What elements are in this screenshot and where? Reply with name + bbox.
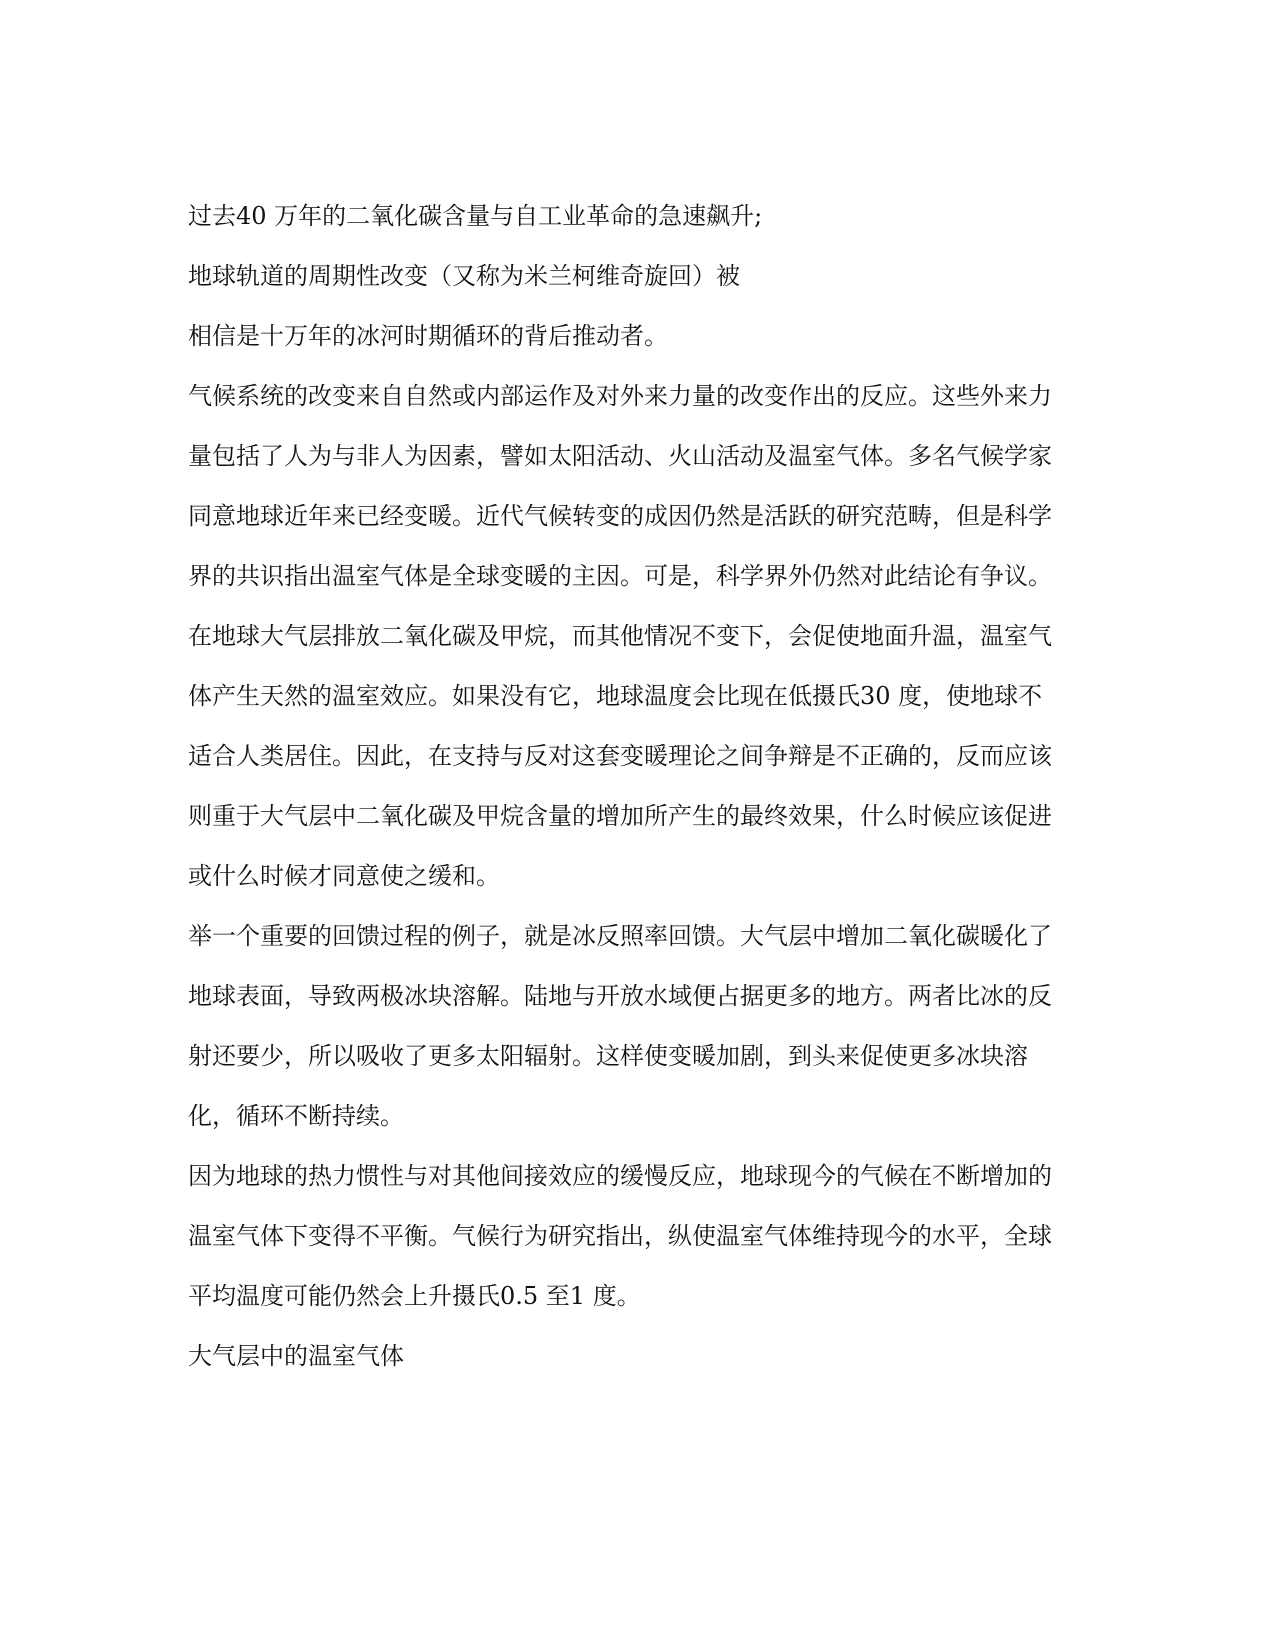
text-line: 举一个重要的回馈过程的例子，就是冰反照率回馈。大气层中增加二氧化碳暖化了 xyxy=(188,922,1052,950)
text-line: 同意地球近年来已经变暖。近代气候转变的成因仍然是活跃的研究范畴，但是科学 xyxy=(188,502,1052,530)
text-line: 则重于大气层中二氧化碳及甲烷含量的增加所产生的最终效果，什么时候应该促进 xyxy=(188,802,1052,830)
text-line: 化，循环不断持续。 xyxy=(188,1102,404,1130)
text-line: 在地球大气层排放二氧化碳及甲烷，而其他情况不变下，会促使地面升温，温室气 xyxy=(188,622,1052,650)
text-line: 地球表面，导致两极冰块溶解。陆地与开放水域便占据更多的地方。两者比冰的反 xyxy=(188,982,1052,1010)
text-line: 地球轨道的周期性改变（又称为米兰柯维奇旋回）被 xyxy=(188,262,740,290)
text-line: 射还要少，所以吸收了更多太阳辐射。这样使变暖加剧，到头来促使更多冰块溶 xyxy=(188,1042,1028,1070)
text-line: 温室气体下变得不平衡。气候行为研究指出，纵使温室气体维持现今的水平，全球 xyxy=(188,1222,1052,1250)
text-line: 因为地球的热力惯性与对其他间接效应的缓慢反应，地球现今的气候在不断增加的 xyxy=(188,1162,1052,1190)
text-line: 相信是十万年的冰河时期循环的背后推动者。 xyxy=(188,322,668,350)
text-line: 或什么时候才同意使之缓和。 xyxy=(188,862,500,890)
text-line: 气候系统的改变来自自然或内部运作及对外来力量的改变作出的反应。这些外来力 xyxy=(188,382,1052,410)
section-heading: 大气层中的温室气体 xyxy=(188,1342,404,1370)
text-line: 适合人类居住。因此，在支持与反对这套变暖理论之间争辩是不正确的，反而应该 xyxy=(188,742,1052,770)
text-line: 量包括了人为与非人为因素，譬如太阳活动、火山活动及温室气体。多名气候学家 xyxy=(188,442,1052,470)
text-line: 体产生天然的温室效应。如果没有它，地球温度会比现在低摄氏30 度，使地球不 xyxy=(188,682,1043,710)
text-line: 平均温度可能仍然会上升摄氏0.5 至1 度。 xyxy=(188,1282,641,1310)
text-line: 界的共识指出温室气体是全球变暖的主因。可是，科学界外仍然对此结论有争议。 xyxy=(188,562,1052,590)
text-line: 过去40 万年的二氧化碳含量与自工业革命的急速飙升; xyxy=(188,202,763,230)
